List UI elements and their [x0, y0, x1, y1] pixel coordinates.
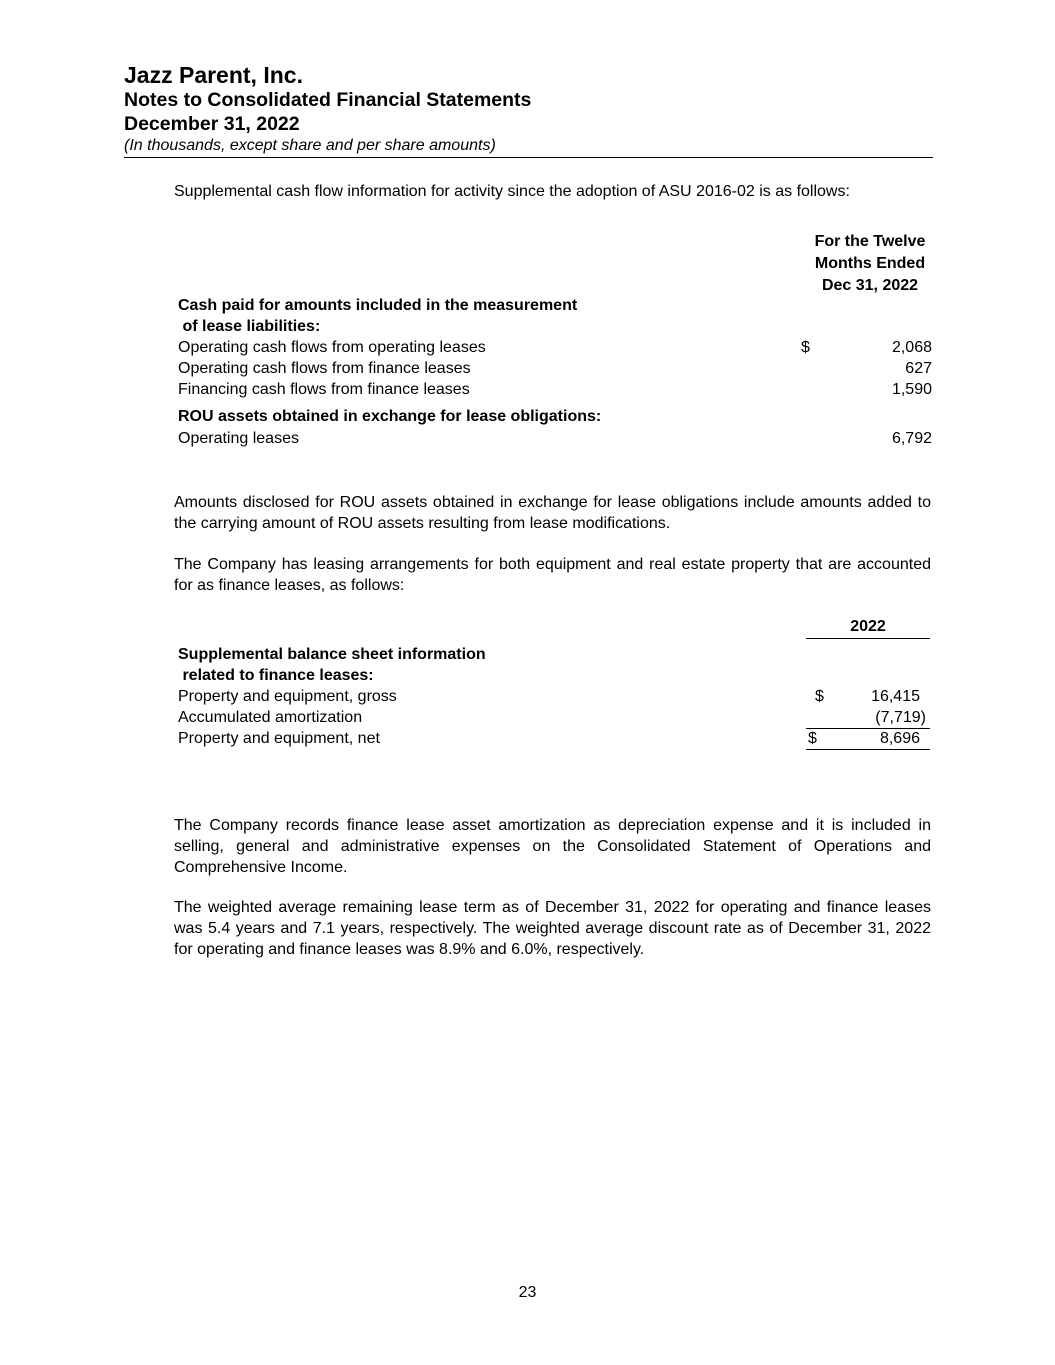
cashflow-section1-heading-2: of lease liabilities: [178, 318, 321, 335]
balance-row-label: Property and equipment, net [178, 730, 380, 747]
cashflow-row-value: 1,590 [891, 381, 932, 398]
cashflow-row-label: Operating leases [178, 430, 299, 447]
units-note: (In thousands, except share and per share amounts) [124, 137, 496, 154]
cashflow-row-value: 627 [905, 360, 932, 377]
cashflow-row-label: Operating cash flows from operating leases [178, 339, 486, 356]
balance-row-value: 16,415 [871, 688, 920, 705]
balance-row-value: (7,719) [875, 709, 926, 726]
weighted-average-paragraph: The weighted average remaining lease term as of December 31, 2022 for operating and finance leases was 5.4 years and 7.1 years, respectively. The weighted average discount rate as of December 31, 2022 for operating and finance leases was 8.9% and 6.0%, respectively. [174, 899, 931, 958]
document-date: December 31, 2022 [124, 113, 300, 135]
balance-heading-2: related to finance leases: [178, 667, 374, 684]
cashflow-row-value: 2,068 [891, 339, 932, 356]
cashflow-row-value: 6,792 [891, 430, 932, 447]
amortization-paragraph: The Company records finance lease asset amortization as depreciation expense and it is included in selling, general and administrative expenses on the Consolidated Statement of Operations and Comprehensive Income. [174, 817, 931, 876]
rou-note-paragraph: Amounts disclosed for ROU assets obtained in exchange for lease obligations include amounts added to the carrying amount of ROU assets resulting from lease modifications. [174, 494, 931, 532]
column-header-line-2: Months Ended [814, 255, 926, 272]
cashflow-row-currency: $ [801, 339, 810, 356]
balance-row-label: Accumulated amortization [178, 709, 363, 726]
balance-heading-1: Supplemental balance sheet information [178, 646, 486, 663]
column-header-line-1: For the Twelve [814, 233, 926, 250]
company-name: Jazz Parent, Inc. [124, 62, 303, 88]
cashflow-row-label: Operating cash flows from finance leases [178, 360, 471, 377]
cashflow-intro: Supplemental cash flow information for activity since the adoption of ASU 2016-02 is as follows: [174, 183, 850, 200]
cashflow-column-header [790, 231, 950, 297]
cashflow-section1-heading-1: Cash paid for amounts included in the measurement [178, 297, 578, 314]
leasing-intro-paragraph: The Company has leasing arrangements for both equipment and real estate property that are accounted for as finance leases, as follows: [174, 556, 931, 594]
column-header-line-3: Dec 31, 2022 [821, 277, 919, 294]
balance-row-value: 8,696 [879, 730, 920, 747]
cashflow-row-label: Financing cash flows from finance leases [178, 381, 470, 398]
page-number: 23 [518, 1284, 537, 1301]
total-underline [806, 749, 930, 750]
balance-year-header: 2022 [850, 618, 886, 635]
balance-row-currency: $ [815, 688, 824, 705]
document-title: Notes to Consolidated Financial Statements [124, 89, 532, 111]
document-header [124, 62, 933, 158]
balance-row-currency: $ [808, 730, 817, 747]
cashflow-section2-heading: ROU assets obtained in exchange for lease obligations: [178, 408, 602, 425]
balance-row-label: Property and equipment, gross [178, 688, 397, 705]
year-header-underline [806, 638, 930, 639]
